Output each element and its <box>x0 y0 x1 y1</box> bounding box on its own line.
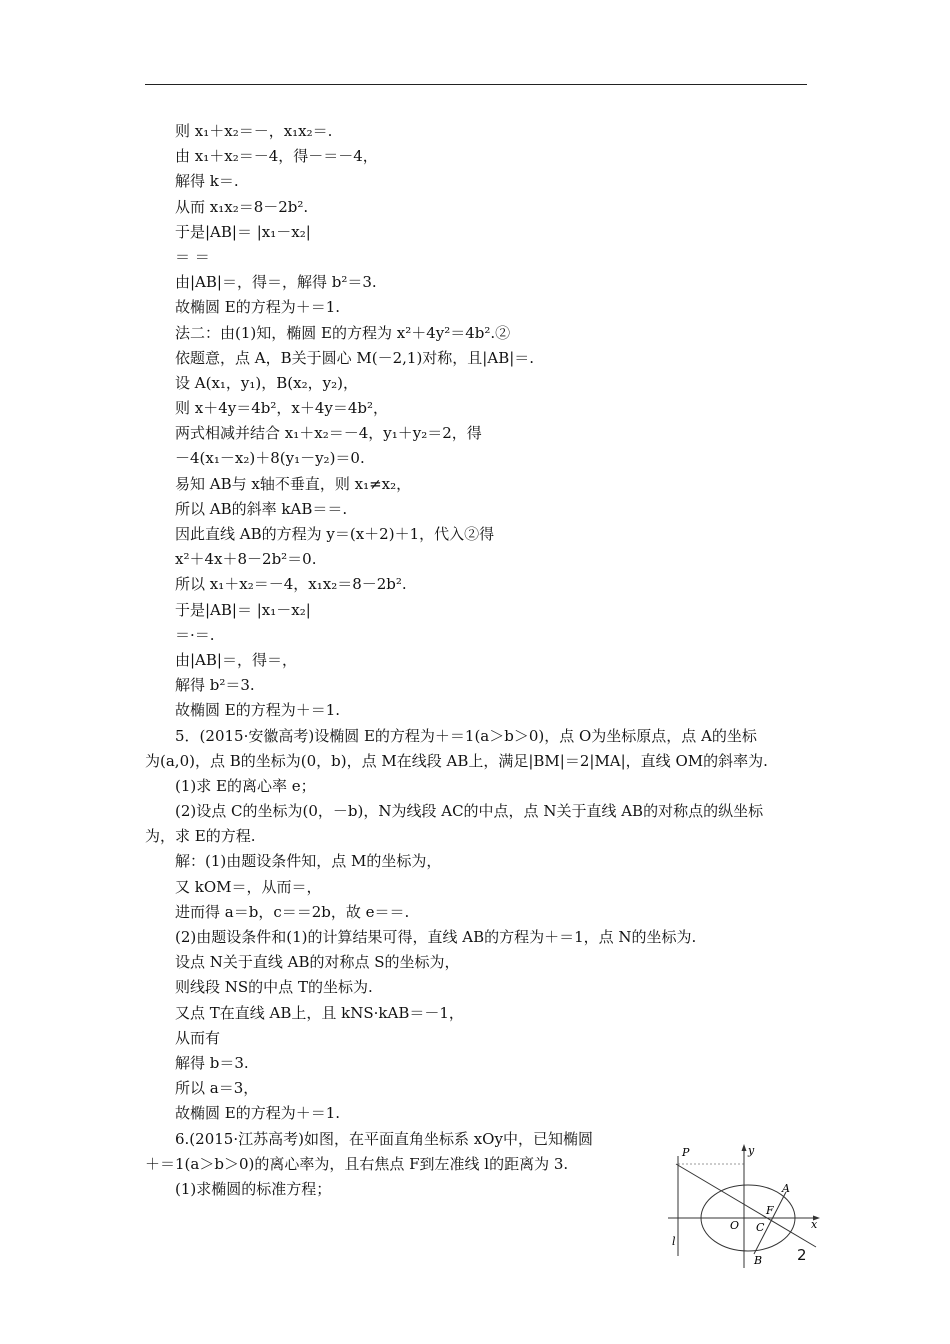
label-x: x <box>811 1218 818 1231</box>
label-y: y <box>748 1144 755 1157</box>
text-line: 6.(2015·江苏高考)如图，在平面直角坐标系 xOy中，已知椭圆 <box>175 1129 593 1148</box>
text-line: 故椭圆 E的方程为＋＝1. <box>175 298 341 317</box>
text-line: 从而 x₁x₂＝8－2b². <box>175 197 309 216</box>
text-line: 则 x₁＋x₂＝－，x₁x₂＝. <box>175 122 333 140</box>
text-line: (1)求 E的离心率 e； <box>175 776 316 795</box>
text-line: x²＋4x＋8－2b²＝0. <box>175 550 317 569</box>
label-b: B <box>754 1254 763 1267</box>
text-line: 因此直线 AB的方程为 y＝(x＋2)＋1，代入②得 <box>175 525 495 543</box>
label-a: A <box>782 1182 790 1195</box>
text-line: 故椭圆 E的方程为＋＝1. <box>175 1104 341 1123</box>
text-line: 依题意，点 A，B关于圆心 M(－2,1)对称，且|AB|＝. <box>175 348 535 367</box>
label-f: F <box>766 1204 774 1217</box>
text-line: ＝ ＝ <box>175 247 210 266</box>
label-o: O <box>730 1219 740 1232</box>
text-line: 又 kOM＝，从而＝， <box>175 877 322 896</box>
text-line: 于是|AB|＝ |x₁－x₂| <box>175 600 311 619</box>
text-line: 由|AB|＝，得＝，解得 b²＝3. <box>175 273 377 292</box>
header-rule <box>145 84 807 85</box>
text-line: 由 x₁＋x₂＝－4，得－＝－4， <box>175 147 378 166</box>
text-line: 解得 b＝3. <box>175 1053 249 1072</box>
text-line: 则线段 NS的中点 T的坐标为. <box>175 978 373 997</box>
text-line: 为，求 E的方程. <box>145 827 256 846</box>
text-line: 于是|AB|＝ |x₁－x₂| <box>175 222 311 241</box>
text-line: (2)由题设条件和(1)的计算结果可得，直线 AB的方程为＋＝1，点 N的坐标为. <box>175 928 697 946</box>
text-line: ＋＝1(a＞b＞0)的离心率为，且右焦点 F到左准线 l的距离为 3. <box>145 1154 569 1173</box>
y-axis-arrow <box>742 1144 747 1151</box>
text-line: 设 A(x₁，y₁)，B(x₂，y₂)， <box>175 373 358 392</box>
label-p: P <box>682 1146 690 1159</box>
text-line: 两式相减并结合 x₁＋x₂＝－4，y₁＋y₂＝2，得 <box>175 424 482 443</box>
text-line: 易知 AB与 x轴不垂直，则 x₁≠x₂， <box>175 474 412 493</box>
text-line: 解：(1)由题设条件知，点 M的坐标为， <box>175 852 442 871</box>
document-body <box>145 119 810 1202</box>
text-line: 解得 k＝. <box>175 172 239 191</box>
page-number: 2 <box>797 1246 807 1264</box>
text-line: 从而有 <box>175 1028 221 1047</box>
text-line: (2)设点 C的坐标为(0，－b)，N为线段 AC的中点，点 N关于直线 AB的对称点的纵坐标 <box>175 802 764 821</box>
line-pc <box>676 1164 816 1247</box>
text-line: 故椭圆 E的方程为＋＝1. <box>175 701 341 720</box>
text-line: 进而得 a＝b，c＝＝2b，故 e＝＝. <box>175 902 410 921</box>
text-line: 所以 AB的斜率 kAB＝＝. <box>175 499 348 518</box>
text-line: 为(a,0)，点 B的坐标为(0，b)，点 M在线段 AB上，满足|BM|＝2|MA|，直线 OM的斜率为. <box>145 751 768 770</box>
text-line: 又点 T在直线 AB上，且 kNS·kAB＝－1， <box>175 1003 464 1022</box>
text-line: 所以 x₁＋x₂＝－4，x₁x₂＝8－2b². <box>175 575 407 594</box>
text-line: －4(x₁－x₂)＋8(y₁－y₂)＝0. <box>175 449 365 468</box>
text-line: 设点 N关于直线 AB的对称点 S的坐标为， <box>175 953 460 972</box>
text-line: 5．(2015·安徽高考)设椭圆 E的方程为＋＝1(a＞b＞0)，点 O为坐标原点，点 A的坐标 <box>175 726 757 745</box>
text-line: 解得 b²＝3. <box>175 676 255 695</box>
text-line: 所以 a＝3， <box>175 1079 259 1098</box>
text-line: 由|AB|＝，得＝， <box>175 650 297 669</box>
text-line: 法二：由(1)知，椭圆 E的方程为 x²＋4y²＝4b².② <box>175 323 511 342</box>
label-l: l <box>672 1235 676 1248</box>
text-line: (1)求椭圆的标准方程； <box>175 1179 332 1198</box>
label-c: C <box>756 1221 765 1234</box>
text-line: ＝·＝. <box>175 625 215 644</box>
text-line: 则 x＋4y＝4b²，x＋4y＝4b²， <box>175 399 389 418</box>
